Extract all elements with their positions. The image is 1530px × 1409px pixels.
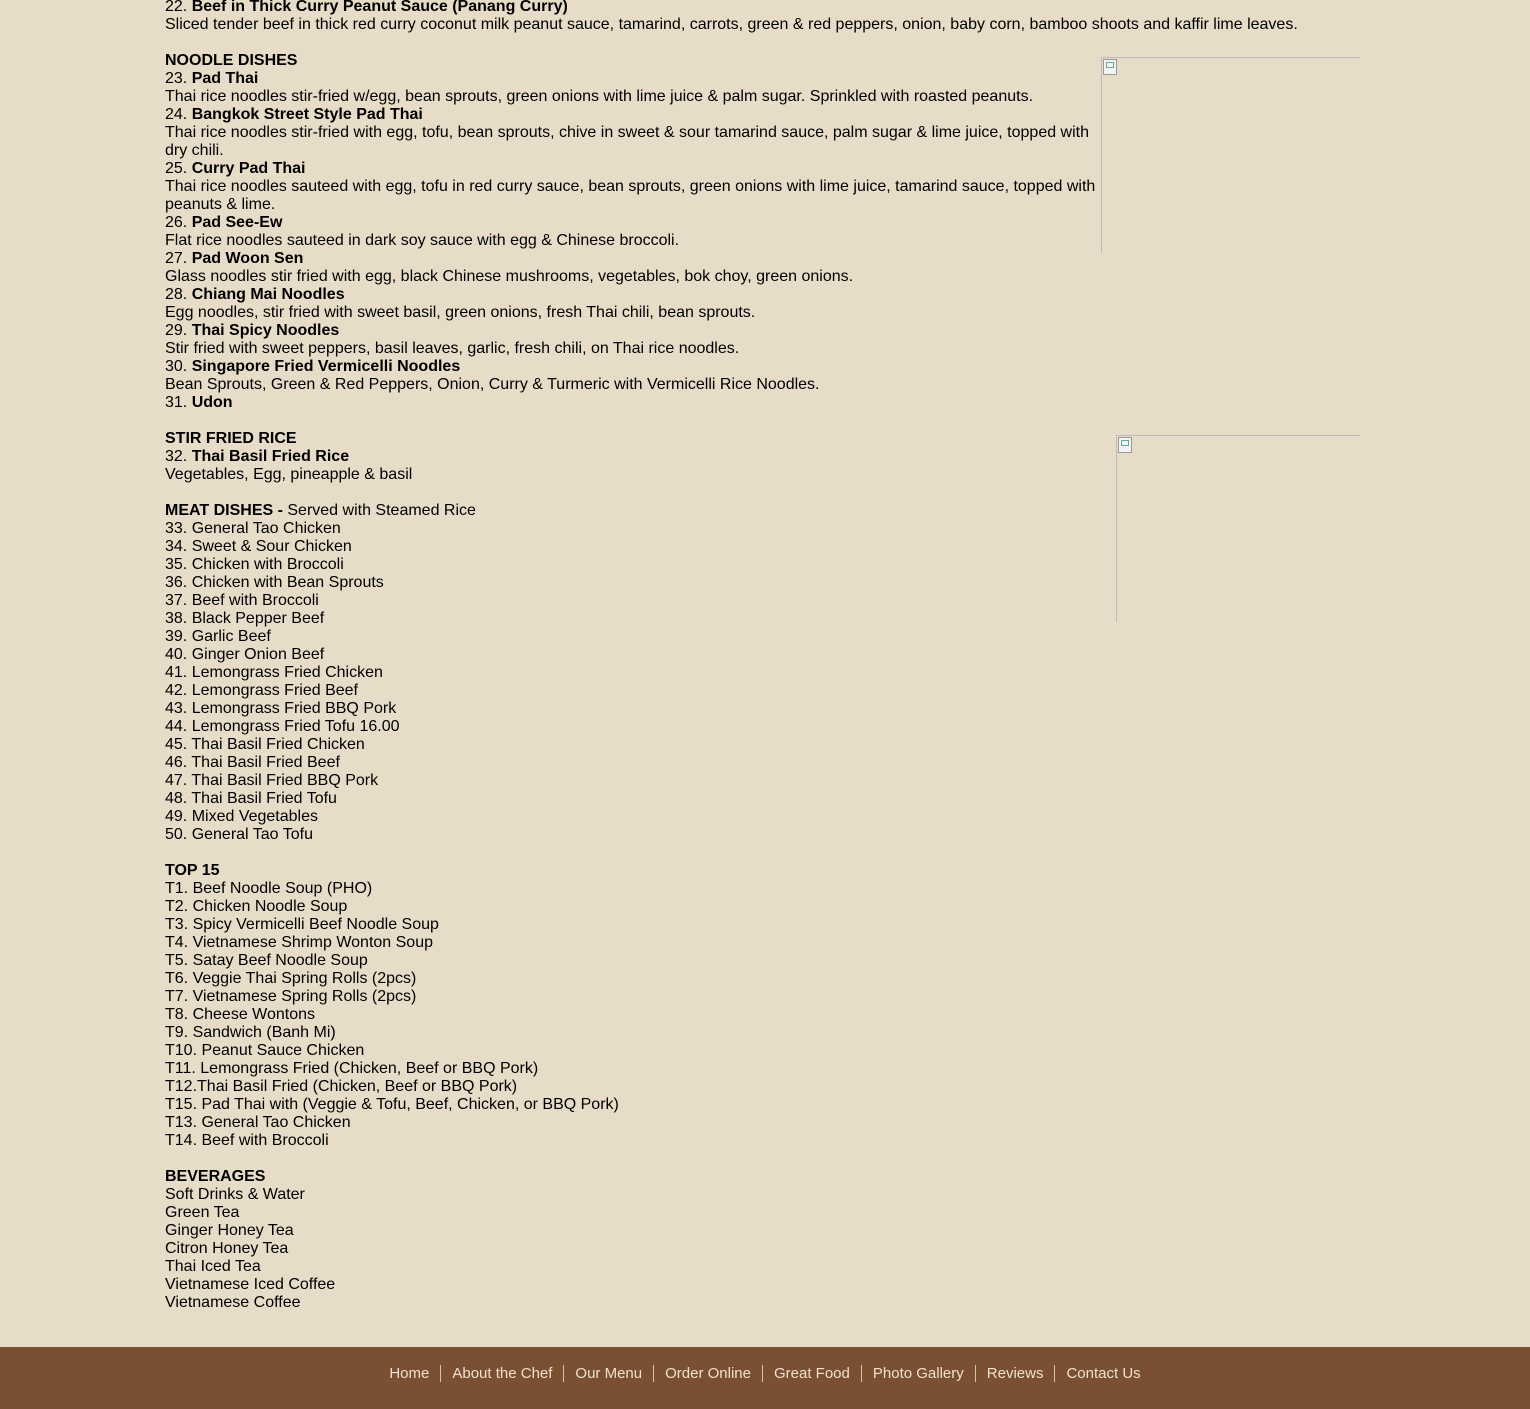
menu-item: 22. Beef in Thick Curry Peanut Sauce (Panang Curry)	[165, 0, 568, 15]
menu-item-description: Thai rice noodles stir-fried w/egg, bean sprouts, green onions with lime juice & palm sugar. Sprinkled with roasted peanuts.	[165, 88, 1034, 105]
menu-item: 47. Thai Basil Fried BBQ Pork	[165, 772, 379, 789]
beverage-item: Green Tea	[165, 1204, 240, 1221]
menu-item: 38. Black Pepper Beef	[165, 610, 325, 627]
menu-item: 33. General Tao Chicken	[165, 520, 341, 537]
menu-item-description: Vegetables, Egg, pineapple & basil	[165, 466, 413, 483]
nav-link-great-food[interactable]: Great Food	[762, 1365, 861, 1382]
menu-item: 32. Thai Basil Fried Rice	[165, 448, 350, 465]
menu-item: 46. Thai Basil Fried Beef	[165, 754, 340, 771]
menu-item: T13. General Tao Chicken	[165, 1114, 351, 1131]
menu-item-description: Stir fried with sweet peppers, basil leaves, garlic, fresh chili, on Thai rice noodles.	[165, 340, 740, 357]
menu-item: 49. Mixed Vegetables	[165, 808, 318, 825]
menu-item: T11. Lemongrass Fried (Chicken, Beef or BBQ Pork)	[165, 1060, 539, 1077]
menu-item: T6. Veggie Thai Spring Rolls (2pcs)	[165, 970, 417, 987]
menu-item: 34. Sweet & Sour Chicken	[165, 538, 352, 555]
menu-item: 26. Pad See-Ew	[165, 214, 283, 231]
menu-item: T9. Sandwich (Banh Mi)	[165, 1024, 336, 1041]
menu-item: 31. Udon	[165, 394, 233, 411]
section-heading-beverages: BEVERAGES	[165, 1168, 266, 1185]
menu-item: 24. Bangkok Street Style Pad Thai	[165, 106, 423, 123]
menu-item-description: Egg noodles, stir fried with sweet basil, green onions, fresh Thai chili, bean sprouts.	[165, 304, 756, 321]
beverage-item: Citron Honey Tea	[165, 1240, 289, 1257]
section-heading-meat: MEAT DISHES - Served with Steamed Rice	[165, 502, 476, 519]
broken-image	[1101, 57, 1360, 253]
broken-image-icon	[1118, 437, 1132, 453]
nav-link-photo-gallery[interactable]: Photo Gallery	[861, 1365, 975, 1382]
beverage-item: Thai Iced Tea	[165, 1258, 261, 1275]
menu-item-description: Sliced tender beef in thick red curry coconut milk peanut sauce, tamarind, carrots, green & red peppers, onion, baby corn, bamboo shoots and kaffir lime leaves.	[165, 16, 1298, 33]
menu-item: 28. Chiang Mai Noodles	[165, 286, 345, 303]
menu-item: 43. Lemongrass Fried BBQ Pork	[165, 700, 397, 717]
nav-link-contact-us[interactable]: Contact Us	[1054, 1365, 1151, 1382]
nav-link-home[interactable]: Home	[389, 1365, 430, 1382]
beverage-item: Ginger Honey Tea	[165, 1222, 294, 1239]
menu-item: 30. Singapore Fried Vermicelli Noodles	[165, 358, 461, 375]
menu-item: 39. Garlic Beef	[165, 628, 271, 645]
menu-item: T14. Beef with Broccoli	[165, 1132, 329, 1149]
menu-item: 48. Thai Basil Fried Tofu	[165, 790, 337, 807]
menu-item: 25. Curry Pad Thai	[165, 160, 306, 177]
menu-item-description: Thai rice noodles stir-fried with egg, tofu, bean sprouts, chive in sweet & sour tamarind sauce, palm sugar & lime juice, topped with dry chili.	[165, 124, 1090, 159]
menu-item-description: Flat rice noodles sauteed in dark soy sauce with egg & Chinese broccoli.	[165, 232, 680, 249]
menu-item: 37. Beef with Broccoli	[165, 592, 319, 609]
top-list	[165, 880, 1360, 1150]
menu-item: T10. Peanut Sauce Chicken	[165, 1042, 365, 1059]
beverage-item: Vietnamese Iced Coffee	[165, 1276, 336, 1293]
menu-item-description: Bean Sprouts, Green & Red Peppers, Onion, Curry & Turmeric with Vermicelli Rice Noodles.	[165, 376, 820, 393]
menu-item-description: Glass noodles stir fried with egg, black Chinese mushrooms, vegetables, bok choy, green onions.	[165, 268, 854, 285]
menu-item: 45. Thai Basil Fried Chicken	[165, 736, 365, 753]
section-heading-noodles: NOODLE DISHES	[165, 52, 298, 69]
menu-item: 40. Ginger Onion Beef	[165, 646, 325, 663]
nav-link-about-the-chef[interactable]: About the Chef	[440, 1365, 563, 1382]
nav-link-our-menu[interactable]: Our Menu	[563, 1365, 653, 1382]
menu-item: T2. Chicken Noodle Soup	[165, 898, 348, 915]
nav-link-order-online[interactable]: Order Online	[653, 1365, 762, 1382]
nav-link-reviews[interactable]: Reviews	[975, 1365, 1055, 1382]
menu-item-description: Thai rice noodles sauteed with egg, tofu in red curry sauce, bean sprouts, green onions with lime juice, tamarind sauce, topped with peanuts & lime.	[165, 178, 1096, 213]
broken-image	[1116, 435, 1360, 622]
menu-item: T4. Vietnamese Shrimp Wonton Soup	[165, 934, 433, 951]
menu-item: 35. Chicken with Broccoli	[165, 556, 344, 573]
menu-item: T5. Satay Beef Noodle Soup	[165, 952, 368, 969]
section-heading-rice: STIR FRIED RICE	[165, 430, 297, 447]
menu-item: T12.Thai Basil Fried (Chicken, Beef or BBQ Pork)	[165, 1078, 518, 1095]
footer-nav	[0, 1364, 1530, 1384]
section-heading-top: TOP 15	[165, 862, 220, 879]
menu-item: 44. Lemongrass Fried Tofu 16.00	[165, 718, 400, 735]
footer	[0, 1347, 1530, 1409]
menu-item: 42. Lemongrass Fried Beef	[165, 682, 358, 699]
beverage-list	[165, 1186, 1360, 1312]
menu-item: T1. Beef Noodle Soup (PHO)	[165, 880, 373, 897]
beverage-item: Vietnamese Coffee	[165, 1294, 301, 1311]
menu-item: T15. Pad Thai with (Veggie & Tofu, Beef, Chicken, or BBQ Pork)	[165, 1096, 619, 1113]
beverage-item: Soft Drinks & Water	[165, 1186, 305, 1203]
menu-item: 50. General Tao Tofu	[165, 826, 313, 843]
menu-item: 36. Chicken with Bean Sprouts	[165, 574, 384, 591]
menu-item: 23. Pad Thai	[165, 70, 259, 87]
menu-item: 29. Thai Spicy Noodles	[165, 322, 340, 339]
menu-item: 41. Lemongrass Fried Chicken	[165, 664, 383, 681]
menu-item: T8. Cheese Wontons	[165, 1006, 316, 1023]
menu-item: T3. Spicy Vermicelli Beef Noodle Soup	[165, 916, 439, 933]
menu-item: T7. Vietnamese Spring Rolls (2pcs)	[165, 988, 417, 1005]
menu-item: 27. Pad Woon Sen	[165, 250, 304, 267]
broken-image-icon	[1103, 59, 1117, 75]
